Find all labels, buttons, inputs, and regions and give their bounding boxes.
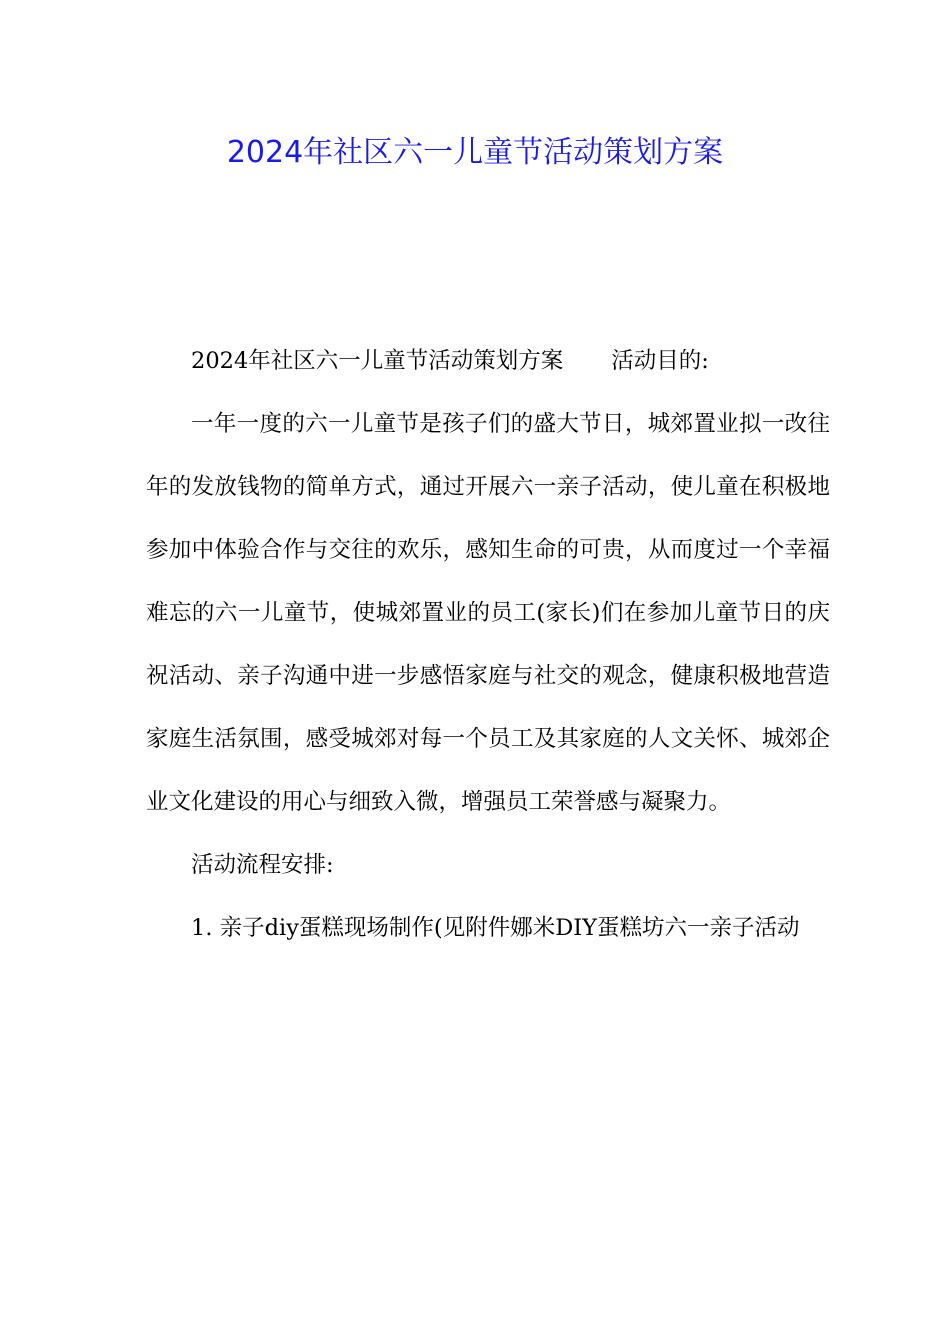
purpose-label: 活动目的: — [611, 348, 709, 374]
intro-heading: 2024年社区六一儿童节活动策划方案 — [191, 348, 564, 374]
intro-line — [146, 330, 830, 393]
document-body — [146, 330, 830, 960]
document-title: 2024年社区六一儿童节活动策划方案 — [226, 135, 724, 170]
schedule-label: 活动流程安排: — [191, 852, 334, 878]
purpose-paragraph: 一年一度的六一儿童节是孩子们的盛大节日，城郊置业拟一改往年的发放钱物的简单方式，通过开展六一亲子活动，使儿童在积极地参加中体验合作与交往的欢乐，感知生命的可贵，从而度过一个幸福难忘的六一儿童节，使城郊置业的员工(家长)们在参加儿童节日的庆祝活动、亲子沟通中进一步感悟家庭与社交的观念，健康积极地营造家庭生活氛围，感受城郊对每一个员工及其家庭的人文关怀、城郊企业文化建设的用心与细致入微，增强员工荣誉感与凝聚力。 — [146, 411, 830, 815]
schedule-item-1: 1. 亲子diy蛋糕现场制作(见附件娜米DIY蛋糕坊六一亲子活动 — [191, 915, 800, 941]
